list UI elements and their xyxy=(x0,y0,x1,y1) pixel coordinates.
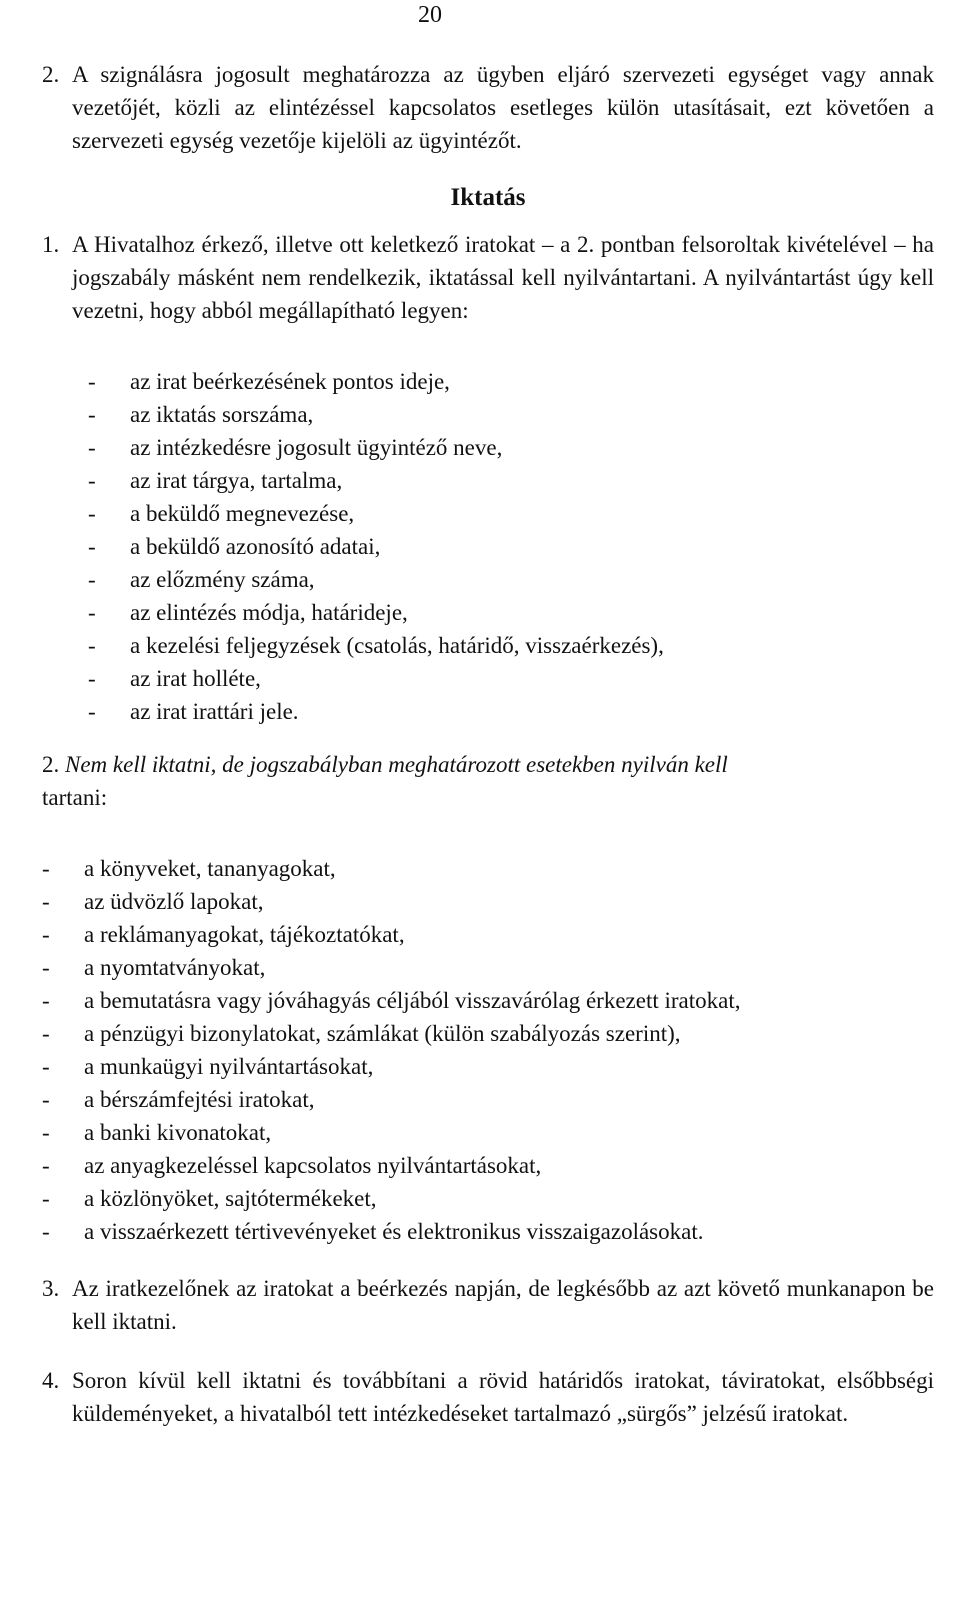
item4-number: 4. xyxy=(42,1368,60,1393)
list-item: - az iktatás sorszáma, xyxy=(88,398,934,431)
item2-paragraph xyxy=(42,748,934,814)
item2-list xyxy=(42,852,934,1248)
list-marker: - xyxy=(88,699,96,724)
list-item: - az anyagkezeléssel kapcsolatos nyilvántartásokat, xyxy=(42,1149,934,1182)
list-marker: - xyxy=(42,1054,50,1079)
list-item: - az irat tárgya, tartalma, xyxy=(88,464,934,497)
list-marker: - xyxy=(88,369,96,394)
list-marker: - xyxy=(88,501,96,526)
item4-paragraph xyxy=(42,1364,934,1430)
list-item: - a könyveket, tananyagokat, xyxy=(42,852,934,885)
list-marker: - xyxy=(42,1120,50,1145)
list-marker: - xyxy=(42,1021,50,1046)
list-marker: - xyxy=(42,988,50,1013)
list-marker: - xyxy=(88,633,96,658)
list-item: - az üdvözlő lapokat, xyxy=(42,885,934,918)
list-marker: - xyxy=(42,922,50,947)
item2-text-italic: Nem kell iktatni, de jogszabályban meghatározott esetekben nyilván kell xyxy=(65,752,728,777)
list-item: - az irat holléte, xyxy=(88,662,934,695)
item3-text: Az iratkezelőnek az iratokat a beérkezés napján, de legkésőbb az azt követő munkanapon be kell iktatni. xyxy=(72,1276,934,1334)
list-item: - az intézkedésre jogosult ügyintéző neve, xyxy=(88,431,934,464)
list-item: - a pénzügyi bizonylatokat, számlákat (külön szabályozás szerint), xyxy=(42,1017,934,1050)
item2-text-rest: tartani: xyxy=(42,785,108,810)
item2-number: 2. xyxy=(42,752,60,777)
list-item: - a reklámanyagokat, tájékoztatókat, xyxy=(42,918,934,951)
item1-text: A Hivatalhoz érkező, illetve ott keletkező iratokat – a 2. pontban felsoroltak kivételével – ha jogszabály másként nem rendelkezik, iktatással kell nyilvántartani. A nyilvántartást úgy kell vezetni, hogy abból megállapítható legyen: xyxy=(72,232,934,323)
list-marker: - xyxy=(42,955,50,980)
list-item: - a közlönyöket, sajtótermékeket, xyxy=(42,1182,934,1215)
document-body xyxy=(42,58,934,1430)
list-item: - a bemutatásra vagy jóváhagyás céljából visszavárólag érkezett iratokat, xyxy=(42,984,934,1017)
list-item: - a munkaügyi nyilvántartásokat, xyxy=(42,1050,934,1083)
intro-number: 2. xyxy=(42,62,60,87)
list-marker: - xyxy=(42,1186,50,1211)
list-item: - a nyomtatványokat, xyxy=(42,951,934,984)
list-marker: - xyxy=(88,600,96,625)
list-marker: - xyxy=(42,856,50,881)
intro-text: A szignálásra jogosult meghatározza az ügyben eljáró szervezeti egységet vagy annak vezetőjét, közli az elintézéssel kapcsolatos esetleges külön utasításait, ezt követően a szervezeti egység vezetője kijelöli az ügyintézőt. xyxy=(72,62,934,153)
list-marker: - xyxy=(88,567,96,592)
item3-paragraph xyxy=(42,1272,934,1338)
list-marker: - xyxy=(88,666,96,691)
list-marker: - xyxy=(42,1219,50,1244)
list-item: - a beküldő megnevezése, xyxy=(88,497,934,530)
list-marker: - xyxy=(88,468,96,493)
item4-text: Soron kívül kell iktatni és továbbítani a rövid határidős iratokat, táviratokat, elsőbbségi küldeményeket, a hivatalból tett intézkedéseket tartalmazó „sürgős” jelzésű iratokat. xyxy=(72,1368,934,1426)
list-marker: - xyxy=(42,889,50,914)
item1-paragraph xyxy=(42,228,934,327)
list-marker: - xyxy=(88,435,96,460)
item1-number: 1. xyxy=(42,232,60,257)
list-item: - az előzmény száma, xyxy=(88,563,934,596)
list-item: - a beküldő azonosító adatai, xyxy=(88,530,934,563)
list-item: - az elintézés módja, határideje, xyxy=(88,596,934,629)
list-item: - a visszaérkezett tértivevényeket és elektronikus visszaigazolásokat. xyxy=(42,1215,934,1248)
list-marker: - xyxy=(42,1087,50,1112)
intro-paragraph xyxy=(42,58,934,157)
list-item: - az irat irattári jele. xyxy=(88,695,934,728)
item3-number: 3. xyxy=(42,1276,60,1301)
section-heading: Iktatás xyxy=(450,184,526,211)
list-marker: - xyxy=(42,1153,50,1178)
list-marker: - xyxy=(88,534,96,559)
item1-list xyxy=(88,365,934,728)
list-item: - a banki kivonatokat, xyxy=(42,1116,934,1149)
list-item: - a bérszámfejtési iratokat, xyxy=(42,1083,934,1116)
page-number: 20 xyxy=(418,2,442,28)
list-item: - az irat beérkezésének pontos ideje, xyxy=(88,365,934,398)
list-marker: - xyxy=(88,402,96,427)
list-item: - a kezelési feljegyzések (csatolás, határidő, visszaérkezés), xyxy=(88,629,934,662)
